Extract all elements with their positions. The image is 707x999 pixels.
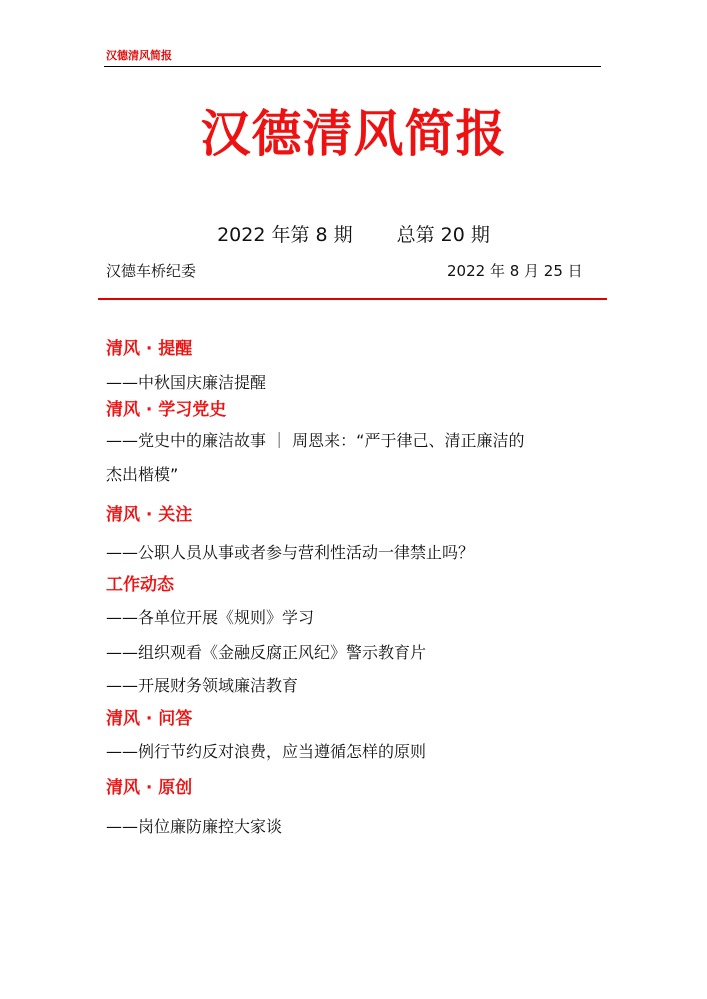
section-title-work-news: 工作动态 [106, 575, 174, 595]
list-item-continuation: 杰出楷模” [106, 465, 179, 484]
issue-line [0, 222, 707, 248]
list-item: ——各单位开展《规则》学习 [106, 608, 315, 627]
list-item: ——例行节约反对浪费，应当遵循怎样的原则 [106, 742, 427, 761]
running-header: 汉德清风简报 [106, 49, 172, 62]
section-title-focus: 清风 · 关注 [106, 505, 193, 525]
section-title-original: 清风 · 原创 [106, 778, 193, 798]
list-item: ——中秋国庆廉洁提醒 [106, 373, 267, 392]
publication-date: 2022 年 8 月 25 日 [447, 262, 583, 280]
section-title-reminder: 清风 · 提醒 [106, 339, 193, 359]
publisher: 汉德车桥纪委 [106, 262, 197, 280]
issue-number: 2022 年第 8 期 [217, 224, 353, 246]
header-rule [104, 66, 601, 67]
masthead-title: 汉德清风简报 [200, 105, 507, 163]
list-item: ——公职人员从事或者参与营利性活动一律禁止吗？ [106, 543, 475, 562]
red-divider [98, 298, 607, 300]
list-item: ——岗位廉防廉控大家谈 [106, 817, 283, 836]
issue-total: 总第 20 期 [396, 224, 490, 246]
section-title-qa: 清风 · 问答 [106, 709, 193, 729]
list-item: ——组织观看《金融反腐正风纪》警示教育片 [106, 643, 427, 662]
list-item: ——开展财务领域廉洁教育 [106, 676, 299, 695]
list-item: ——党史中的廉洁故事 ｜ 周恩来：“严于律己、清正廉洁的 [106, 431, 525, 450]
section-title-party-history: 清风 · 学习党史 [106, 400, 227, 420]
